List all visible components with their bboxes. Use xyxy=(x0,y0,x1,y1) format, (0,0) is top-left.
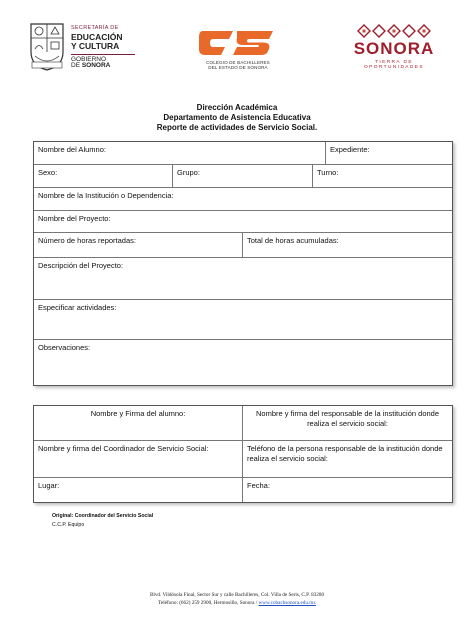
student-activity-form xyxy=(33,141,453,386)
secretaria-line1: EDUCACIÓN xyxy=(71,31,123,42)
distribution-notes xyxy=(52,512,153,529)
secretaria-divider xyxy=(71,54,135,55)
institution-field[interactable] xyxy=(34,188,452,210)
student-name-label: Nombre del Alumno: xyxy=(38,145,106,154)
description-field[interactable] xyxy=(34,258,452,299)
activities-label: Especificar actividades: xyxy=(38,303,117,312)
project-field[interactable] xyxy=(34,211,452,232)
row-sex-group-shift xyxy=(34,165,452,188)
responsible-signature-label: Nombre y firma del responsable de la institución donde realiza el servicio social: xyxy=(255,409,440,428)
state-seal-icon xyxy=(27,22,67,72)
secretaria-logo xyxy=(27,20,137,76)
row-place-date xyxy=(34,478,452,502)
responsible-signature-field[interactable] xyxy=(243,406,452,440)
observations-label: Observaciones: xyxy=(38,343,91,352)
shift-field[interactable] xyxy=(313,165,452,187)
row-project xyxy=(34,211,452,233)
footer-address: Blvd. Vildósola Final, Sector Sur y calle Bachilleres, Col. Villa de Seris, C.P. 83280 xyxy=(149,592,325,598)
student-name-field[interactable] xyxy=(34,142,326,164)
sonora-logo xyxy=(344,24,444,72)
document-title xyxy=(0,103,474,133)
row-observations xyxy=(34,340,452,385)
observations-field[interactable] xyxy=(34,340,452,385)
sonora-tagline: TIERRA DE OPORTUNIDADES xyxy=(364,60,424,70)
secretaria-line2: Y CULTURA xyxy=(71,41,120,51)
title-line-3: Reporte de actividades de Servicio Social. xyxy=(156,123,318,132)
cobach-logo xyxy=(195,28,281,76)
total-hours-label: Total de horas acumuladas: xyxy=(247,236,339,245)
coordinator-signature-field[interactable] xyxy=(34,441,243,477)
institution-label: Nombre de la Institución o Dependencia: xyxy=(38,191,174,200)
note-original: Original: Coordinador del Servicio Social xyxy=(52,513,154,519)
gobierno-line2: DE SONORA xyxy=(71,62,111,69)
row-student-name xyxy=(34,142,452,165)
place-field[interactable] xyxy=(34,478,243,502)
sonora-wordmark: SONORA xyxy=(353,39,435,58)
title-line-2: Departamento de Asistencia Educativa xyxy=(163,113,311,122)
student-signature-field[interactable] xyxy=(34,406,243,440)
row-signatures-2 xyxy=(34,441,452,478)
activities-field[interactable] xyxy=(34,300,452,339)
footer-contact: Teléfono: (662) 259 2900, Hermosillo, Sonora / www.cobachsonora.edu.mx xyxy=(158,599,316,606)
place-label: Lugar: xyxy=(38,481,60,490)
title-line-1: Dirección Académica xyxy=(196,103,278,112)
date-label: Fecha: xyxy=(247,481,270,490)
reported-hours-label: Número de horas reportadas: xyxy=(38,236,136,245)
website-link[interactable]: www.cobachsonora.edu.mx xyxy=(258,599,316,606)
signatures-form xyxy=(33,405,453,503)
sex-label: Sexo: xyxy=(38,168,58,177)
reported-hours-field[interactable] xyxy=(34,233,243,257)
expediente-field[interactable] xyxy=(326,142,452,164)
expediente-label: Expediente: xyxy=(330,145,370,154)
shift-label: Turno: xyxy=(317,168,339,177)
total-hours-field[interactable] xyxy=(243,233,452,257)
cobach-line1: COLEGIO DE BACHILLERES xyxy=(206,60,270,65)
group-label: Grupo: xyxy=(177,168,200,177)
sex-field[interactable] xyxy=(34,165,173,187)
gobierno-line1: GOBIERNO xyxy=(71,55,107,63)
group-field[interactable] xyxy=(173,165,313,187)
project-label: Nombre del Proyecto: xyxy=(38,214,111,223)
coordinator-signature-label: Nombre y firma del Coordinador de Servicio Social: xyxy=(38,444,209,453)
date-field[interactable] xyxy=(243,478,452,502)
secretaria-small: SECRETARÍA DE xyxy=(71,25,119,31)
row-description xyxy=(34,258,452,300)
student-signature-label: Nombre y Firma del alumno: xyxy=(90,409,186,418)
note-ccp: C.C.P. Equipo xyxy=(52,521,85,528)
row-signatures-1 xyxy=(34,406,452,441)
row-institution xyxy=(34,188,452,211)
sonora-pattern-icon xyxy=(356,24,432,38)
cobach-mark-icon xyxy=(199,28,275,58)
page-footer xyxy=(0,592,474,607)
cobach-line2: DEL ESTADO DE SONORA xyxy=(208,65,268,71)
responsible-phone-field[interactable] xyxy=(243,441,452,477)
responsible-phone-label: Teléfono de la persona responsable de la institución donde realiza el servicio social: xyxy=(247,444,443,463)
row-activities xyxy=(34,300,452,340)
description-label: Descripción del Proyecto: xyxy=(38,261,124,270)
row-hours xyxy=(34,233,452,258)
